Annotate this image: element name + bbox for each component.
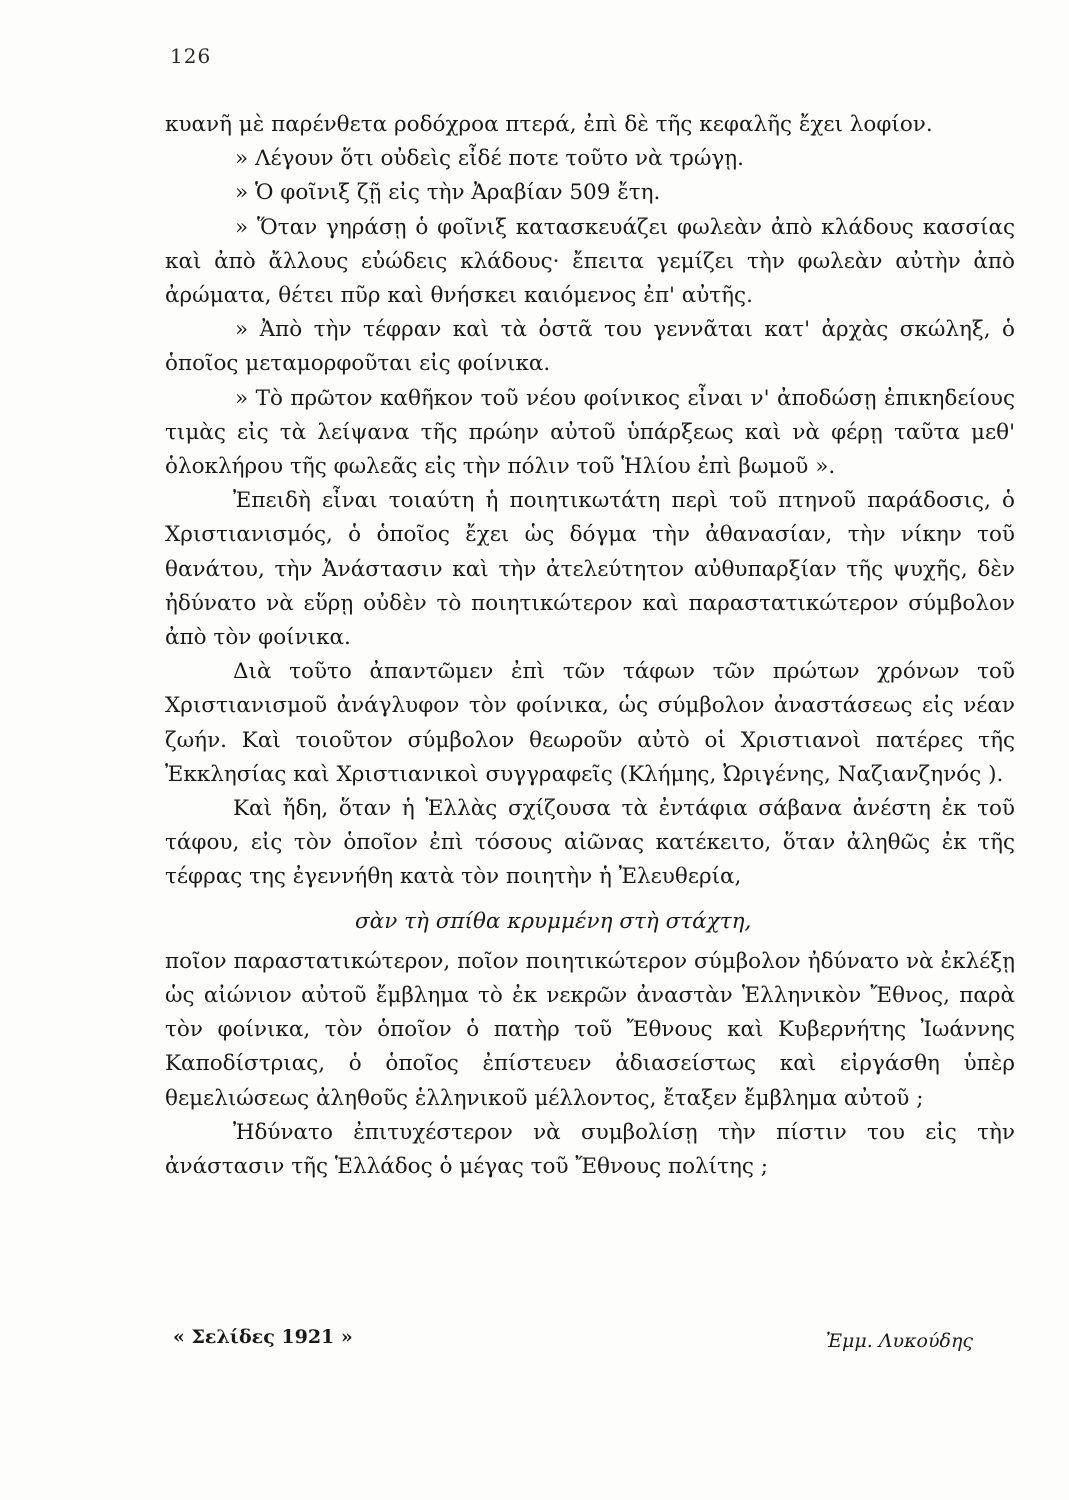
paragraph: Καὶ ἤδη, ὅταν ἡ Ἑλλὰς σχίζουσα τὰ ἐντάφια σάβανα ἀνέστη ἐκ τοῦ τάφου, εἰς τὸν ὁποῖον ἐπὶ τόσους αἰῶνας κατέκειτο, ὅταν ἀληθῶς ἐκ τῆς τέφρας της ἐγεννήθη κατὰ τὸν ποιητὴν ἡ Ἐλευθερία, <box>165 796 1015 890</box>
paragraph: » Ὁ φοῖνιξ ζῇ εἰς τὴν Ἀραβίαν 509 ἔτη. <box>235 180 661 206</box>
paragraph: » Τὸ πρῶτον καθῆκον τοῦ νέου φοίνικος εἶναι ν' ἀποδώσῃ ἐπικηδείους τιμὰς εἰς τὰ λείψανα τῆς πρώην αὐτοῦ ὑπάρξεως καὶ νὰ φέρῃ ταῦτα μεθ' ὁλοκλήρου τῆς φωλεᾶς εἰς τὴν πόλιν τοῦ Ἡλίου ἐπὶ βωμοῦ ». <box>165 385 1015 480</box>
body-text <box>165 108 1015 1184</box>
paragraph: κυανῆ μὲ παρένθετα ροδόχροα πτερά, ἐπὶ δὲ τῆς κεφαλῆς ἔχει λοφίον. <box>165 112 933 137</box>
source-citation: « Σελίδες 1921 » <box>173 1326 353 1348</box>
verse-quote: σὰν τὴ σπίθα κρυμμένη στὴ στάχτη, <box>355 908 752 934</box>
author-signature: Ἐμμ. Λυκούδης <box>825 1330 973 1352</box>
paragraph: Διὰ τοῦτο ἀπαντῶμεν ἐπὶ τῶν τάφων τῶν πρώτων χρόνων τοῦ Χριστιανισμοῦ ἀνάγλυφον τὸν φοίνικα, ὡς σύμβολον ἀναστάσεως εἰς νέαν ζωήν. Καὶ τοιοῦτον σύμβολον θεωροῦν αὐτὸ οἱ Χριστιανοὶ πατέρες τῆς Ἐκκλησίας καὶ Χριστιανικοὶ συγγραφεῖς (Κλήμης, Ὠριγένης, Ναζιανζηνός ). <box>165 659 1015 787</box>
footer <box>173 1326 973 1356</box>
paragraph: » Ἀπὸ τὴν τέφραν καὶ τὰ ὀστᾶ του γεννᾶται κατ' ἀρχὰς σκώληξ, ὁ ὁποῖος μεταμορφοῦται εἰς φοίνικα. <box>165 317 1015 377</box>
paragraph: » Λέγουν ὅτι οὐδεὶς εἶδέ ποτε τοῦτο νὰ τρώγῃ. <box>235 146 744 172</box>
paragraph: Ἐπειδὴ εἶναι τοιαύτη ἡ ποιητικωτάτη περὶ τοῦ πτηνοῦ παράδοσις, ὁ Χριστιανισμός, ὁ ὁποῖος ἔχει ὡς δόγμα τὴν ἀθανασίαν, τὴν νίκην τοῦ θανάτου, τὴν Ἀνάστασιν καὶ τὴν ἀτελεύτητον αὐθυπαρξίαν τῆς ψυχῆς, δὲν ἠδύνατο νὰ εὕρῃ οὐδὲν τὸ ποιητικώτερον καὶ παραστατικώτερον σύμβολον ἀπὸ τὸν φοίνικα. <box>165 488 1015 651</box>
paragraph: » Ὅταν γηράσῃ ὁ φοῖνιξ κατασκευάζει φωλεὰν ἀπὸ κλάδους κασσίας καὶ ἀπὸ ἄλλους εὐώδεις κλάδους· ἔπειτα γεμίζει τὴν φωλεὰν αὐτὴν ἀπὸ ἀρώματα, θέτει πῦρ καὶ θνήσκει καιόμενος ἐπ' αὐτῆς. <box>165 214 1015 309</box>
page-number: 126 <box>170 44 212 68</box>
paragraph: ποῖον παραστατικώτερον, ποῖον ποιητικώτερον σύμβολον ἠδύνατο νὰ ἐκλέξῃ ὡς αἰώνιον αὐτοῦ ἔμβλημα τὸ ἐκ νεκρῶν ἀναστὰν Ἑλληνικὸν Ἔθνος, παρὰ τὸν φοίνικα, τὸν ὁποῖον ὁ πατὴρ τοῦ Ἔθνους καὶ Κυβερνήτης Ἰωάννης Καποδίστριας, ὁ ὁποῖος ἐπίστευεν ἀδιασείστως καὶ εἰργάσθη ὑπὲρ θεμελιώσεως ἀληθοῦς ἑλληνικοῦ μέλλοντος, ἔταξεν ἔμβλημα αὐτοῦ ; <box>165 948 1015 1111</box>
paragraph: Ἠδύνατο ἐπιτυχέστερον νὰ συμβολίσῃ τὴν πίστιν του εἰς τὴν ἀνάστασιν τῆς Ἑλλάδος ὁ μέγας τοῦ Ἔθνους πολίτης ; <box>165 1119 1015 1180</box>
